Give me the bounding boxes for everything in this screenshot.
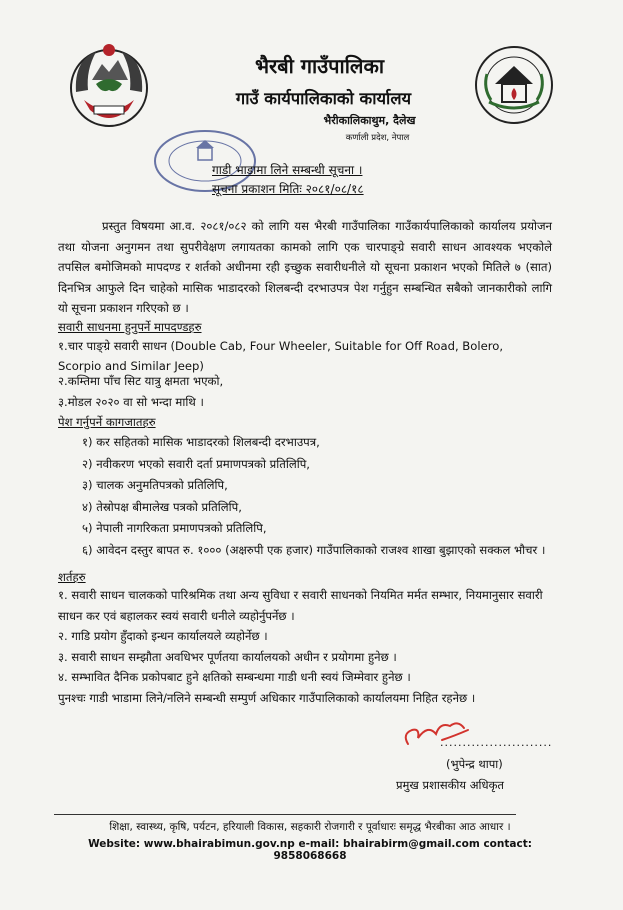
documents-heading: पेश गर्नुपर्ने कागजातहरु <box>58 415 156 429</box>
requirement-item: १.चार पाङ्ग्रे सवारी साधन (Double Cab, Four Wheeler, Suitable for Off Road, Bolero, Scorpio and Similar Jeep) <box>58 339 504 373</box>
postscript: पुनश्चः गाडी भाडामा लिने/नलिने सम्बन्धी सम्पुर्ण अधिकार गाउँपालिकाको कार्यालयमा निहित रहनेछ । <box>58 690 476 705</box>
documents-list <box>82 432 552 561</box>
intro-paragraph: प्रस्तुत विषयमा आ.व. २०८१/०८२ को लागि यस भैरबी गाउँपालिका गाउँकार्यपालिकाको कार्यालय प्रयोजन तथा योजना अनुगमन तथा सुपरीवेक्षण लगायतका कामको लागि एक चारपाङ्ग्रे सवारी साधन आवश्यक भएकोले तपसिल बमोजिमको मापदण्ड र शर्तको अधीनमा रही इच्छुक सवारीधनीले यो सूचना प्रकाशन भएको मितिले ७ (सात) दिनभित्र आफुले दिन चाहेको मासिक भाडादरको शिलबन्दी दरभाउपत्र पेश गर्नुहुन सम्बन्धित सबैको जानकारीको लागि यो सूचना प्रकाशन गरिएको छ । <box>58 219 552 316</box>
municipality-name: भैरबी गाउँपालिका <box>254 54 385 78</box>
signature-line: ......................... <box>440 736 553 749</box>
document-item: ६) आवेदन दस्तुर बापत रु. १००० (अक्षरुपी एक हजार) गाउँपालिकाको राजश्व शाखा बुझाएको सक्कल भौचर । <box>82 542 546 557</box>
footer-motto: शिक्षा, स्वास्थ्य, कृषि, पर्यटन, हरियाली विकास, सहकारी रोजगारी र पूर्वाधारः समृद्ध भैरबीका आठ आधार । <box>109 821 511 833</box>
office-province: कर्णाली प्रदेश, नेपाल <box>345 133 410 143</box>
notice-date: सूचना प्रकाशन मितिः २०८१/०८/१८ <box>212 182 364 196</box>
document-item: ३) चालक अनुमतिपत्रको प्रतिलिपि, <box>82 478 228 492</box>
notice-title: गाडी भाडामा लिने सम्बन्धी सूचना । <box>212 163 363 177</box>
footer-divider <box>54 814 516 815</box>
term-item: २. गाडि प्रयोग हुँदाको इन्धन कार्यालयले व्यहोर्नेछ । <box>58 629 268 643</box>
signatory-name: (भुपेन्द्र थापा) <box>446 757 503 771</box>
requirements-heading: सवारी साधनमा हुनुपर्ने मापदण्डहरु <box>58 320 202 334</box>
signatory-title: प्रमुख प्रशासकीय अधिकृत <box>396 778 504 792</box>
requirement-item: २.कम्तिमा पाँच सिट यात्रु क्षमता भएको, <box>58 374 224 388</box>
requirement-item: ३.मोडल २०२० वा सो भन्दा माथि । <box>58 395 204 409</box>
document-item: ४) तेस्रोपक्ष बीमालेख पत्रको प्रतिलिपि, <box>82 499 242 514</box>
office-name: गाउँ कार्यपालिकाको कार्यालय <box>235 89 412 108</box>
office-location: भैरीकालिकाथुम, दैलेख <box>323 114 416 127</box>
footer-contact: Website: www.bhairabimun.gov.np e-mail: bhairabirm@gmail.com contact: 9858068668 <box>88 838 532 862</box>
terms-heading: शर्तहरु <box>58 570 86 584</box>
term-item: ३. सवारी साधन सम्झौता अवधिभर पूर्णतया कार्यालयको अधीन र प्रयोगमा हुनेछ । <box>58 649 397 664</box>
terms-list <box>58 585 550 708</box>
term-item: ४. सम्भावित दैनिक प्रकोपबाट हुने क्षतिको सम्बन्धमा गाडी धनी स्वयं जिम्मेवार हुनेछ । <box>58 670 411 684</box>
document-item: १) कर सहितको मासिक भाडादरको शिलबन्दी दरभाउपत्र, <box>82 435 320 449</box>
document-item: २) नवीकरण भएको सवारी दर्ता प्रमाणपत्रको प्रतिलिपि, <box>82 456 310 471</box>
term-item: १. सवारी साधन चालकको पारिश्रमिक तथा अन्य सुविधा र सवारी साधनको नियमित मर्मत सम्भार, नियमानुसार सवारी साधन कर एवं बहालकर स्वयं सवारी धनीले व्यहोर्नुपर्नेछ । <box>58 588 543 623</box>
document-item: ५) नेपाली नागरिकता प्रमाणपत्रको प्रतिलिपि, <box>82 521 267 535</box>
